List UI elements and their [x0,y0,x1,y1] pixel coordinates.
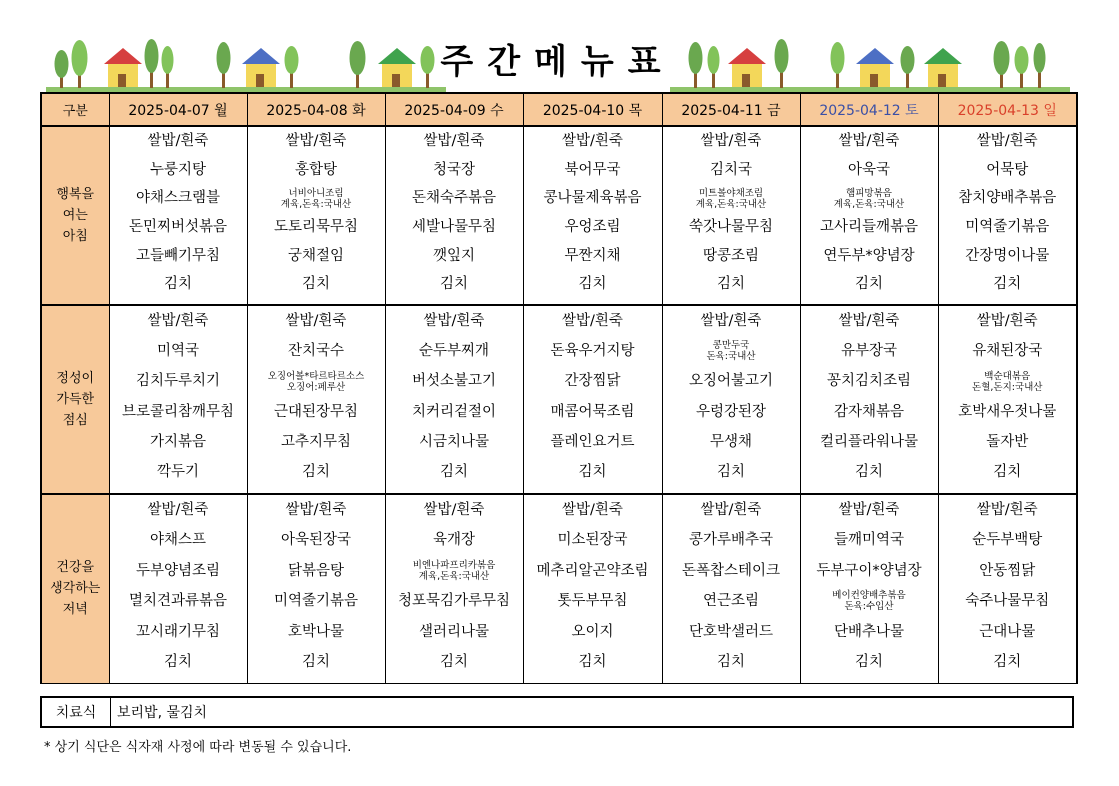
menu-item: 야채스크램블 [135,190,221,207]
menu-item: 돈폭찹스테이크 [681,562,781,579]
menu-item: 쌀밥/흰죽 [700,312,762,329]
menu-item: 두부구이*양념장 [816,562,922,579]
menu-item: 쌀밥/흰죽 [562,501,623,518]
menu-item: 연두부*양념장 [823,247,915,264]
menu-item-line: 돈혈,돈지:국내산 [972,381,1043,393]
menu-item: 누룽지탕 [149,161,207,178]
menu-item: 쌀밥/흰죽 [976,501,1038,518]
menu-item: 땅콩조림 [702,247,760,264]
menu-cell [523,126,662,305]
menu-cell [523,494,662,684]
menu-item: 쌀밥/흰죽 [700,133,762,149]
menu-item: 김치 [578,464,607,481]
menu-item: 숙주나물무침 [965,593,1050,610]
meal-label [41,126,109,305]
menu-item-line: 햄피망볶음 [846,187,892,199]
menu-item: 김치 [301,276,330,293]
menu-item: 잔치국수 [287,343,345,360]
menu-cell [662,305,800,494]
menu-item-line: 계육,돈육:국내산 [418,570,490,582]
menu-item: 김치 [716,464,745,481]
menu-item: 쌀밥/흰죽 [285,133,347,149]
menu-item-line: 너비아니조림 [288,187,344,199]
menu-cell [800,494,938,684]
menu-item: 오이지 [571,623,614,640]
menu-item: 컬리플라워나물 [819,434,919,451]
menu-item: 쑥갓나물무침 [688,218,774,235]
menu-item: 버섯소불고기 [411,373,497,390]
tree-icon [708,46,720,88]
menu-item: 유부장국 [840,343,898,360]
menu-item: 고사리들깨볶음 [819,218,919,235]
day-header: 2025-04-08 화 [247,93,385,126]
menu-item-line: 계육,돈육:국내산 [695,198,767,210]
menu-item: 두부양념조림 [135,562,221,579]
menu-item: 메추리알곤약조림 [536,562,649,579]
house-icon [856,48,894,87]
menu-item: 깍두기 [156,464,200,481]
menu-item: 쌀밥/흰죽 [838,312,900,329]
menu-cell [247,494,385,684]
menu-item: 쌀밥/흰죽 [147,133,209,149]
page-title: 주간메뉴표 [440,42,675,82]
menu-item: 쌀밥/흰죽 [423,312,485,329]
menu-item: 김치 [993,654,1022,671]
menu-item: 무짠지채 [564,247,621,264]
menu-item: 김치 [578,276,607,293]
tree-icon [831,42,845,88]
menu-item: 톳두부무침 [557,593,628,610]
menu-item: 김치 [163,276,192,293]
menu-item: 쌀밥/흰죽 [562,312,623,329]
meal-label-line: 정성이 [56,370,95,386]
menu-cell [523,305,662,494]
menu-item: 김치 [716,276,745,293]
menu-item: 순두부찌개 [418,343,490,360]
menu-item: 쌀밥/흰죽 [285,501,347,518]
menu-cell [800,126,938,305]
menu-item: 아욱된장국 [280,532,352,549]
menu-item: 매콤어묵조림 [550,403,635,420]
menu-item: 홍합탕 [294,161,338,178]
menu-item: 김치 [301,654,330,671]
menu-item: 김치 [439,276,468,293]
menu-item: 꽁치김치조림 [826,373,912,390]
therapeutic-diet-label: 치료식 [42,698,111,726]
menu-item: 야채스프 [149,532,207,549]
menu-item: 어묵탕 [986,161,1029,178]
meal-label [41,494,109,684]
menu-item-line: 오징어:페루산 [286,381,346,393]
menu-item-line: 오징어볼*타르타르소스 [267,370,365,382]
menu-item: 육개장 [432,532,476,549]
menu-item-line: 미트볼야채조림 [698,187,764,199]
tree-icon [994,41,1010,88]
menu-item: 근대된장무침 [273,403,359,420]
menu-item: 고추지무침 [280,434,352,451]
menu-item: 치커리겉절이 [411,403,497,420]
category-header: 구분 [41,93,109,126]
menu-item-with-origin [939,366,1077,396]
menu-item: 무생채 [709,434,753,451]
menu-item: 고들빼기무침 [135,247,221,264]
menu-item-with-origin [248,366,385,396]
meal-label-line: 아침 [62,228,88,244]
menu-item: 쌀밥/흰죽 [838,133,900,149]
menu-item-line: 계육,돈육:국내산 [280,198,352,210]
day-header: 2025-04-07 월 [109,93,247,126]
menu-item: 미역국 [156,343,200,360]
menu-item: 감자채볶음 [833,403,905,420]
menu-item: 미소된장국 [557,532,628,549]
menu-item: 유채된장국 [972,343,1043,360]
menu-item: 가지볶음 [149,434,207,451]
menu-item: 김치 [439,654,468,671]
menu-item: 청포묵김가루무침 [397,593,511,610]
menu-item: 돈민찌버섯볶음 [128,218,228,235]
menu-cell [938,494,1077,684]
menu-item: 쌀밥/흰죽 [147,501,209,518]
menu-item: 쌀밥/흰죽 [976,312,1038,329]
menu-item: 꼬시래기무침 [135,623,221,640]
menu-item: 호박나물 [287,623,345,640]
menu-item: 플레인요거트 [550,434,635,451]
menu-item: 돌자반 [986,434,1029,451]
meal-label-line: 건강을 [56,560,95,576]
menu-item: 청국장 [432,161,476,178]
page-header [40,30,1075,92]
menu-item: 김치 [578,654,607,671]
therapeutic-diet-text: 보리밥, 물김치 [117,705,208,721]
menu-item-with-origin [248,184,385,213]
menu-item-line: 돈육:국내산 [706,351,756,363]
menu-item: 김치국 [709,161,753,178]
menu-item-line: 백순대볶음 [984,370,1031,382]
menu-item: 김치 [993,464,1022,481]
menu-item: 우렁강된장 [695,403,767,420]
menu-cell [662,126,800,305]
menu-item: 쌀밥/흰죽 [423,133,485,149]
menu-item-with-origin [663,184,800,213]
menu-item: 미역줄기볶음 [273,593,359,610]
menu-item: 쌀밥/흰죽 [285,312,347,329]
day-header-sunday: 2025-04-13 일 [938,93,1077,126]
menu-cell [662,494,800,684]
right-village-illustration [670,34,1070,92]
menu-item: 멸치견과류볶음 [128,593,228,610]
menu-item: 단호박샐러드 [688,623,774,640]
menu-item-with-origin [801,586,938,617]
menu-item: 돈육우거지탕 [550,343,635,360]
meal-row-breakfast [41,126,1077,305]
tree-icon [775,39,789,88]
day-header: 2025-04-10 목 [523,93,662,126]
menu-item-line: 베이컨양배추볶음 [832,590,906,602]
menu-item: 단배추나물 [833,623,905,640]
menu-cell [800,305,938,494]
menu-item: 도토리묵무침 [273,218,359,235]
menu-item: 돈채숙주볶음 [411,190,497,207]
house-icon [924,48,962,87]
menu-item: 샐러리나물 [418,623,490,640]
menu-cell [109,126,247,305]
tree-icon [901,46,915,88]
menu-cell [938,126,1077,305]
menu-item: 우엉조림 [564,218,621,235]
day-header: 2025-04-09 수 [385,93,523,126]
menu-cell [385,494,523,684]
tree-icon [1015,46,1029,88]
menu-cell [938,305,1077,494]
menu-item: 쌀밥/흰죽 [838,501,900,518]
menu-item-line: 비엔나파프리카볶음 [412,559,496,571]
menu-item-with-origin [663,336,800,366]
meal-label-line: 여는 [62,207,88,223]
menu-cell [385,305,523,494]
house-icon [728,48,766,87]
menu-cell [247,305,385,494]
meal-label-line: 행복을 [56,186,95,202]
menu-item: 콩나물제육볶음 [543,190,642,207]
menu-item: 김치 [854,276,883,293]
menu-item: 순두부백탕 [972,532,1043,549]
menu-item: 연근조림 [702,593,760,610]
day-header: 2025-04-11 금 [662,93,800,126]
menu-cell [385,126,523,305]
menu-item-line: 콩만두국 [712,340,750,352]
table-header-row [41,93,1077,126]
menu-item: 김치 [993,276,1022,293]
menu-item: 간장명이나물 [965,247,1050,264]
menu-item-with-origin [386,556,523,587]
menu-item: 쌀밥/흰죽 [423,501,485,518]
day-header-saturday: 2025-04-12 토 [800,93,938,126]
menu-item: 참치양배추볶음 [958,190,1057,207]
tree-icon [1034,43,1046,88]
menu-item: 미역줄기볶음 [965,218,1050,235]
menu-item: 김치두루치기 [135,373,221,390]
menu-item: 오징어불고기 [688,373,774,390]
menu-item: 아욱국 [847,161,891,178]
menu-item: 닭볶음탕 [287,562,345,579]
menu-item: 김치 [301,464,330,481]
therapeutic-diet-box [40,696,1074,728]
meal-row-lunch [41,305,1077,494]
menu-item: 김치 [163,654,192,671]
footer-notice: * 상기 식단은 식자재 사정에 따라 변동될 수 있습니다. [44,740,352,755]
meal-label-line: 생각하는 [50,581,101,597]
menu-cell [247,126,385,305]
menu-item: 콩가루배추국 [688,532,774,549]
menu-item: 호박새우젓나물 [958,403,1057,420]
menu-cell [109,494,247,684]
menu-item: 근대나물 [979,623,1036,640]
menu-item: 김치 [439,464,468,481]
menu-item: 북어무국 [564,161,621,178]
menu-item: 깻잎지 [432,247,476,264]
meal-row-dinner [41,494,1077,684]
tree-icon [689,42,703,88]
menu-item: 브로콜리참깨무침 [121,403,235,420]
menu-item: 김치 [716,654,745,671]
meal-label-line: 점심 [62,412,88,428]
menu-item: 세발나물무침 [411,218,497,235]
menu-item: 쌀밥/흰죽 [976,133,1038,149]
meal-label-line: 저녁 [62,602,88,618]
meal-label [41,305,109,494]
menu-item: 안동찜닭 [979,562,1036,579]
menu-item-line: 돈육:수입산 [844,601,894,613]
menu-item: 궁채절임 [287,247,345,264]
menu-item: 김치 [854,654,883,671]
menu-item: 시금치나물 [418,434,490,451]
menu-item: 쌀밥/흰죽 [562,133,623,149]
menu-item: 간장찜닭 [564,373,621,390]
menu-item-with-origin [801,184,938,213]
meal-label-line: 가득한 [56,391,95,407]
menu-item: 쌀밥/흰죽 [700,501,762,518]
menu-item: 들깨미역국 [833,532,905,549]
menu-cell [109,305,247,494]
menu-item: 김치 [854,464,883,481]
menu-item-line: 계육,돈육:국내산 [833,198,905,210]
menu-item: 쌀밥/흰죽 [147,312,209,329]
weekly-menu-table [40,92,1078,684]
